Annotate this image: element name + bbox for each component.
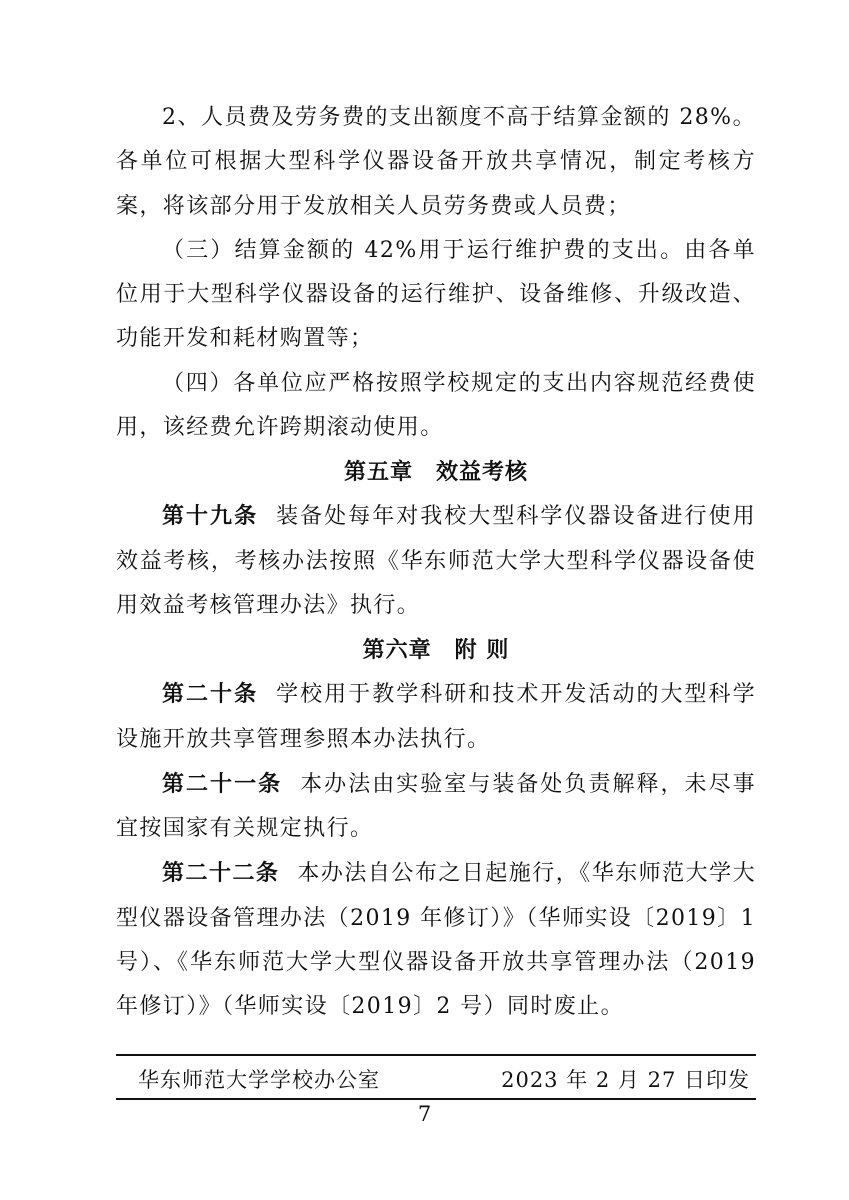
article-19-text: 装备处每年对我校大型科学仪器设备进行使用效益考核，考核办法按照《华东师范大学大型科学仪器设备使用效益考核管理办法》执行。 — [116, 504, 756, 618]
issue-date: 2023 年 2 月 27 日印发 — [501, 1068, 750, 1092]
paragraph-fund-usage: （四）各单位应严格按照学校规定的支出内容规范经费使用，该经费允许跨期滚动使用。 — [116, 370, 756, 441]
article-22-number: 第二十二条 — [162, 860, 280, 887]
article-20 — [116, 672, 756, 762]
article-20-number: 第二十条 — [162, 681, 259, 708]
chapter-6-title: 第六章 附 则 — [362, 637, 510, 664]
article-19 — [116, 494, 756, 628]
article-22 — [116, 851, 756, 1029]
issuer-name: 华东师范大学学校办公室 — [138, 1068, 380, 1092]
document-body — [116, 96, 756, 1030]
page-number: 7 — [417, 1102, 432, 1126]
paragraph-maintenance-fees: （三）结算金额的 42%用于运行维护费的支出。由各单位用于大型科学仪器设备的运行维护、设备维修、升级改造、功能开发和耗材购置等； — [116, 237, 756, 352]
article-21-text: 本办法由实验室与装备处负责解释，未尽事宜按国家有关规定执行。 — [116, 771, 756, 842]
article-22-text: 本办法自公布之日起施行，《华东师范大学大型仪器设备管理办法（2019 年修订）》（华师实设〔2019〕1 号）、《华东师范大学大型仪器设备开放共享管理办法（2019 年修订）》（华师实设〔2019〕2 号）同时废止。 — [116, 861, 756, 1020]
article-19-number: 第十九条 — [162, 503, 259, 530]
chapter-5-title: 第五章 效益考核 — [343, 459, 528, 486]
issuance-footer — [116, 1054, 756, 1100]
article-21 — [116, 762, 756, 852]
article-21-number: 第二十一条 — [162, 770, 283, 797]
article-20-text: 学校用于教学科研和技术开发活动的大型科学设施开放共享管理参照本办法执行。 — [116, 682, 756, 752]
paragraph-personnel-fees: 2、人员费及劳务费的支出额度不高于结算金额的 28%。各单位可根据大型科学仪器设备开放共享情况，制定考核方案，将该部分用于发放相关人员劳务费或人员费； — [116, 105, 756, 219]
